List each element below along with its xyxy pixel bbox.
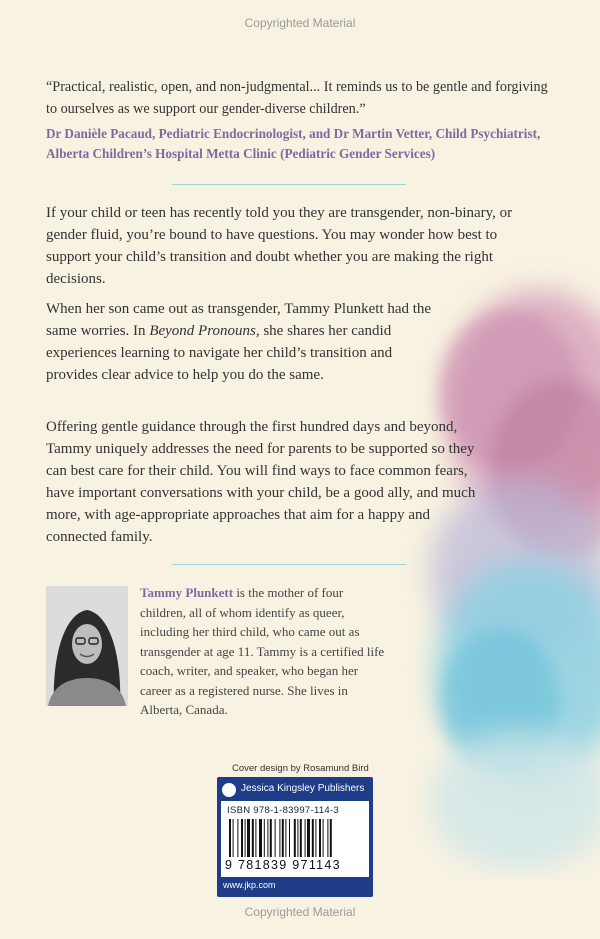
copyright-watermark-top: Copyrighted Material (244, 16, 356, 30)
book-title: Beyond Pronouns (149, 323, 256, 339)
publisher-logo-icon (222, 783, 236, 797)
author-photo (46, 586, 128, 706)
description-paragraph-1: If your child or teen has recently told you they are transgender, non-binary, or gender fluid, you’re bound to have questions. You may wonder how best to support your child’s transition and doubt whether you are making the right decisions. (46, 205, 513, 287)
author-name: Tammy Plunkett (140, 585, 234, 600)
p2-text-start: When her son came out as transgender, Tammy Plunkett had the same worries. In (46, 301, 432, 339)
endorsement-attribution: Dr Danièle Pacaud, Pediatric Endocrinologist, and Dr Martin Vetter, Child Psychiatrist, Alberta Children’s Hospital Metta Clinic (Pediatric Gender Services) (46, 126, 541, 161)
endorsement-quote: “Practical, realistic, open, and non-judgmental... It reminds us to be gentle and forgiving to ourselves as we support our gender-diverse children.” (46, 79, 548, 117)
divider-bottom (172, 564, 406, 565)
barcode-panel (221, 801, 369, 877)
publisher-name: Jessica Kingsley Publishers (241, 783, 365, 794)
cover-design-credit: Cover design by Rosamund Bird (232, 763, 369, 774)
divider-top (172, 184, 406, 185)
barcode-icon (227, 819, 363, 857)
isbn-text: ISBN 978-1-83997-114-3 (227, 805, 340, 816)
copyright-watermark-bottom: Copyrighted Material (244, 905, 356, 919)
p2-text-end: , she shares her candid experiences learning to navigate her child’s transition and provides clear advice to help you do the same. (46, 323, 393, 383)
author-bio-text: is the mother of four children, all of whom identify as queer, including her third child, who came out as transgender at age 11. Tammy is a certified life coach, writer, and speaker, who began her career as a registered nurse. She lives in Alberta, Canada. (140, 585, 385, 717)
description-paragraph-2 (46, 298, 446, 386)
barcode-digits: 9 781839 971143 (225, 858, 341, 872)
description-paragraph-3: Offering gentle guidance through the first hundred days and beyond, Tammy uniquely addresses the need for parents to be supported so they can best care for their child. You will find ways to face common fears, have important conversations with your child, be a good ally, and much more, with age-appropriate approaches that aim for a happy and connected family. (46, 419, 476, 545)
publisher-header (217, 780, 373, 798)
publisher-url: www.jkp.com (223, 880, 276, 890)
author-bio (140, 583, 390, 720)
publisher-block (217, 777, 373, 897)
